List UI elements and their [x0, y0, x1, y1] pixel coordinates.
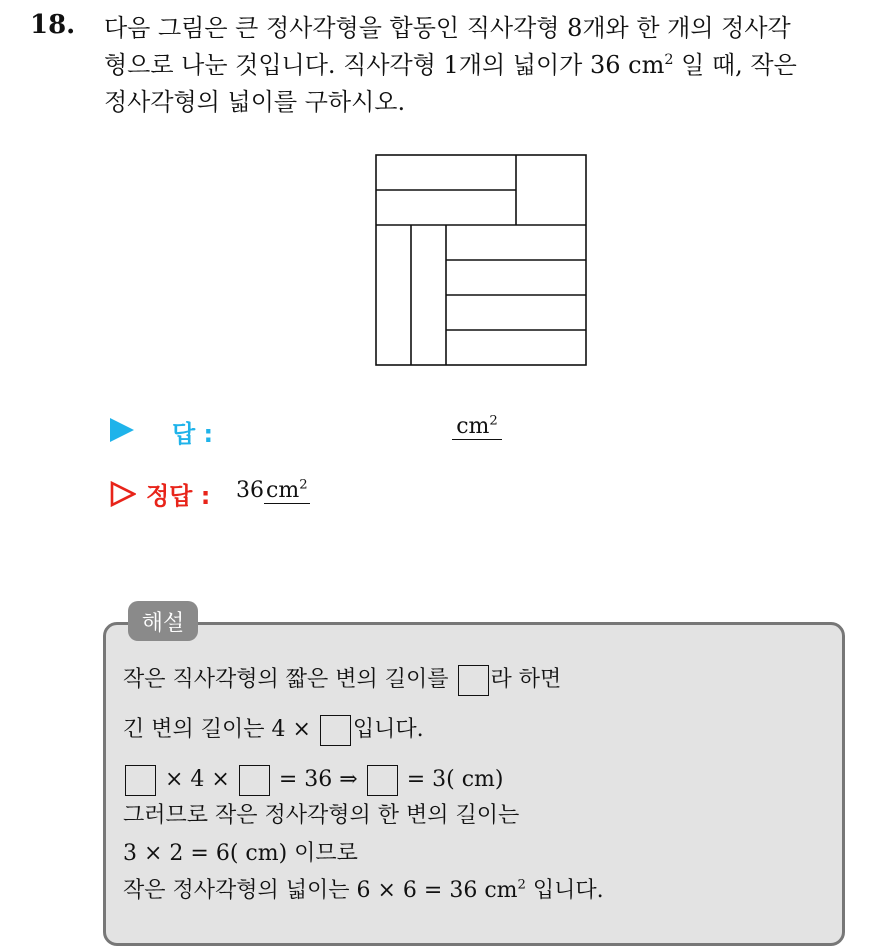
explanation-text: 라 하면 — [490, 667, 562, 692]
explanation-line-1 — [123, 664, 561, 696]
explanation-text: 입니다. — [352, 717, 424, 742]
question-number: 18. — [30, 10, 76, 40]
explanation-text: 작은 정사각형의 넓이는 6 × 6 = 36 cm — [123, 878, 518, 903]
answer-blank[interactable] — [452, 414, 502, 440]
explanation-text: 작은 직사각형의 짧은 변의 길이를 — [123, 667, 449, 692]
explanation-text: 긴 변의 길이는 4 × — [123, 717, 311, 742]
question-line-2 — [104, 47, 864, 84]
blank-box — [239, 765, 270, 796]
question-line-2-end: 일 때, 작은 — [673, 51, 797, 79]
explanation-text: 입니다. — [525, 878, 604, 903]
explanation-line-2 — [123, 714, 424, 746]
correct-unit-text: cm — [266, 478, 300, 503]
play-triangle-icon — [110, 418, 134, 442]
answer-label: 답 : — [172, 420, 214, 448]
blank-box — [125, 765, 156, 796]
correct-answer-row — [110, 476, 710, 512]
superscript-2: 2 — [489, 413, 498, 429]
square-division-figure — [372, 151, 590, 367]
correct-value-number: 36 — [236, 478, 264, 503]
superscript-2: 2 — [299, 477, 308, 493]
explanation-text: × 4 × — [165, 767, 230, 792]
question-line-1: 다음 그림은 큰 정사각형을 합동인 직사각형 8개와 한 개의 정사각 — [104, 14, 791, 42]
blank-box — [320, 715, 351, 746]
superscript-2: 2 — [664, 52, 674, 68]
answer-unit: cm — [456, 414, 490, 439]
correct-answer-value — [236, 478, 310, 503]
answer-row — [110, 414, 710, 450]
explanation-tab: 해설 — [128, 601, 198, 641]
explanation-text: = 36 ⇒ — [278, 767, 358, 792]
blank-box — [367, 765, 398, 796]
question-line-3: 정사각형의 넓이를 구하시오. — [104, 88, 406, 116]
superscript-2: 2 — [517, 877, 526, 893]
explanation-line-6 — [123, 875, 604, 907]
question-line-2-main: 형으로 나눈 것입니다. 직사각형 1개의 넓이가 36 cm — [104, 51, 665, 79]
question-text — [104, 10, 864, 121]
correct-answer-label: 정답 : — [146, 482, 211, 510]
correct-value-unit — [264, 478, 310, 504]
explanation-line-3 — [123, 764, 503, 796]
explanation-line-4: 그러므로 작은 정사각형의 한 변의 길이는 — [123, 803, 520, 828]
outline-triangle-icon — [110, 481, 136, 507]
blank-box — [458, 665, 489, 696]
explanation-line-5: 3 × 2 = 6( cm) 이므로 — [123, 841, 358, 866]
explanation-text: = 3( cm) — [406, 767, 504, 792]
